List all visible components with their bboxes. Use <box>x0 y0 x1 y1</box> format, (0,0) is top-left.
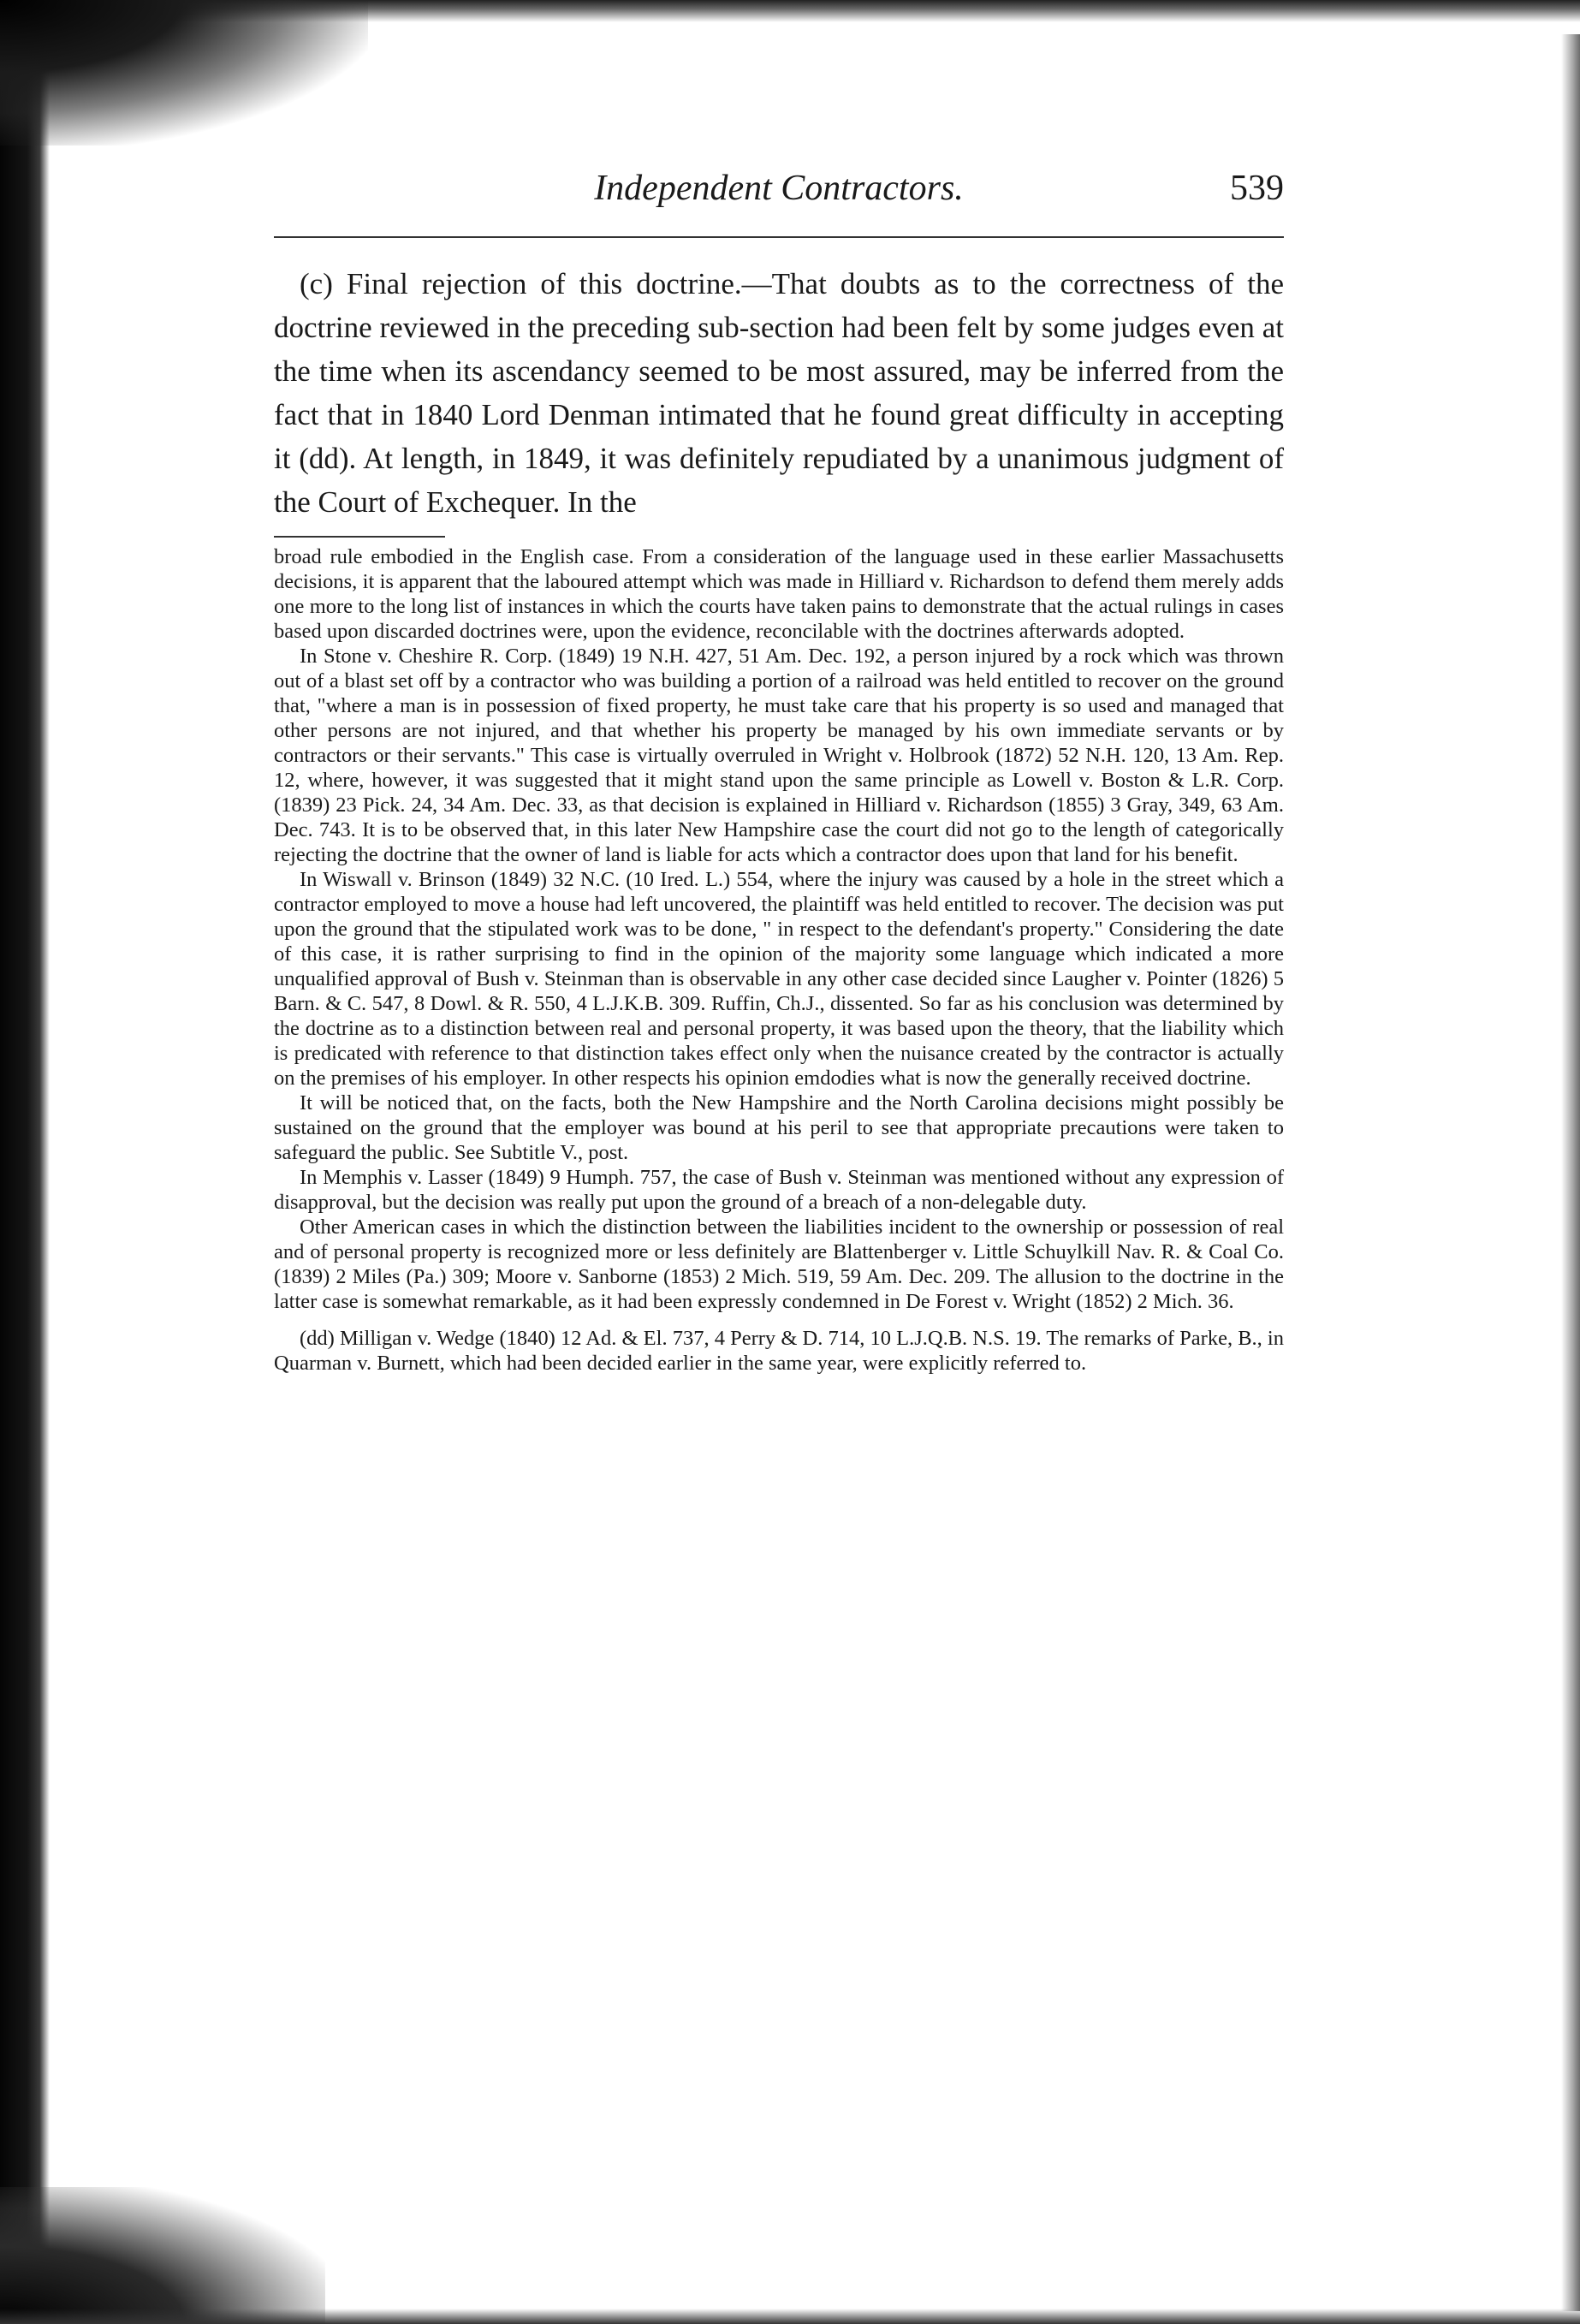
body-paragraph: (c) Final rejection of this doctrine.—That doubts as to the correctness of the doctrine reviewed in the preceding sub-section had been felt by some judges even at the time when its ascendancy seemed to be most assured, may be inferred from the fact that in 1840 Lord Denman intimated that he found great difficulty in accepting it (dd). At length, in 1849, it was definitely repudiated by a unanimous judgment of the Court of Exchequer. In the <box>274 267 1284 519</box>
page-header <box>274 168 1284 228</box>
scan-shadow-bottom-left <box>0 2187 325 2324</box>
footnote-paragraph: Other American cases in which the distinction between the liabilities incident to the ownership or possession of real and of personal property is recognized more or less definitely are Blattenberger v. Little Schuylkill Nav. R. & Coal Co. (1839) 2 Miles (Pa.) 309; Moore v. Sanborne (1853) 2 Mich. 519, 59 Am. Dec. 209. The allusion to the doctrine in the latter case is somewhat remarkable, as it had been expressly condemned in De Forest v. Wright (1852) 2 Mich. 36. <box>274 1215 1284 1313</box>
book-page <box>274 168 1284 1376</box>
footnote-paragraph: In Wiswall v. Brinson (1849) 32 N.C. (10 Ired. L.) 554, where the injury was caused by a hole in the street which a contractor employed to move a house had left uncovered, the plaintiff was held entitled to recover. The decision was put upon the ground that the stipulated work was to be done, " in respect to the defendant's property." Considering the date of this case, it is rather surprising to find in the opinion of the majority some language which indicated a more unqualified approval of Bush v. Steinman than is observable in any other case decided since Laugher v. Pointer (1826) 5 Barn. & C. 547, 8 Dowl. & R. 550, 4 L.J.K.B. 309. Ruffin, Ch.J., dissented. So far as his conclusion was determined by the doctrine as to a distinction between real and personal property, it was based upon the theory, that the liability which is predicated with reference to that distinction takes effect only when the nuisance created by the contractor is actually on the premises of his employer. In other respects his opinion emdodies what is now the generally received doctrine. <box>274 868 1284 1090</box>
scan-edge-bottom <box>0 2309 1580 2324</box>
page-number: 539 <box>1230 169 1284 208</box>
footnote-dd: (dd) Milligan v. Wedge (1840) 12 Ad. & El. 737, 4 Perry & D. 714, 10 L.J.Q.B. N.S. 19. The remarks of Parke, B., in Quarman v. Burnett, which had been decided earlier in the same year, were explicitly referred to. <box>274 1327 1284 1375</box>
scan-edge-left <box>0 0 50 2324</box>
running-title: Independent Contractors. <box>594 169 964 208</box>
footnote-paragraph: In Memphis v. Lasser (1849) 9 Humph. 757, the case of Bush v. Steinman was mentioned without any expression of disapproval, but the decision was really put upon the ground of a breach of a non-delegable duty. <box>274 1166 1284 1214</box>
footnote-paragraph: broad rule embodied in the English case. From a consideration of the language used in these earlier Massachusetts decisions, it is apparent that the laboured attempt which was made in Hilliard v. Richardson to defend them merely adds one more to the long list of instances in which the courts have taken pains to demonstrate that the actual rulings in cases based upon discarded doctrines were, upon the evidence, reconcilable with the doctrines afterwards adopted. <box>274 545 1284 643</box>
footnote-paragraph: In Stone v. Cheshire R. Corp. (1849) 19 N.H. 427, 51 Am. Dec. 192, a person injured by a rock which was thrown out of a blast set off by a contractor who was building a portion of a railroad was held entitled to recover on the ground that, "where a man is in possession of fixed property, he must take care that his property is so used and managed that other persons are not injured, and that whether his property be managed by his own immediate servants or by contractors or their servants." This case is virtually overruled in Wright v. Holbrook (1872) 52 N.H. 120, 13 Am. Rep. 12, where, however, it was suggested that it might stand upon the same principle as Lowell v. Boston & L.R. Corp. (1839) 23 Pick. 24, 34 Am. Dec. 33, as that decision is explained in Hilliard v. Richardson (1855) 3 Gray, 349, 63 Am. Dec. 743. It is to be observed that, in this later New Hampshire case the court did not go to the length of categorically rejecting the doctrine that the owner of land is liable for acts which a contractor does upon that land for his benefit. <box>274 645 1284 866</box>
scan-shadow-top-left <box>0 0 368 146</box>
footnote-paragraph: It will be noticed that, on the facts, both the New Hampshire and the North Carolina decisions might possibly be sustained on the ground that the employer was bound at his peril to see that appropriate precautions were taken to safeguard the public. See Subtitle V., post. <box>274 1091 1284 1164</box>
header-rule <box>274 236 1284 238</box>
scan-edge-right <box>1561 34 1580 2311</box>
footnotes <box>274 544 1284 1376</box>
footnote-separator <box>274 536 445 538</box>
